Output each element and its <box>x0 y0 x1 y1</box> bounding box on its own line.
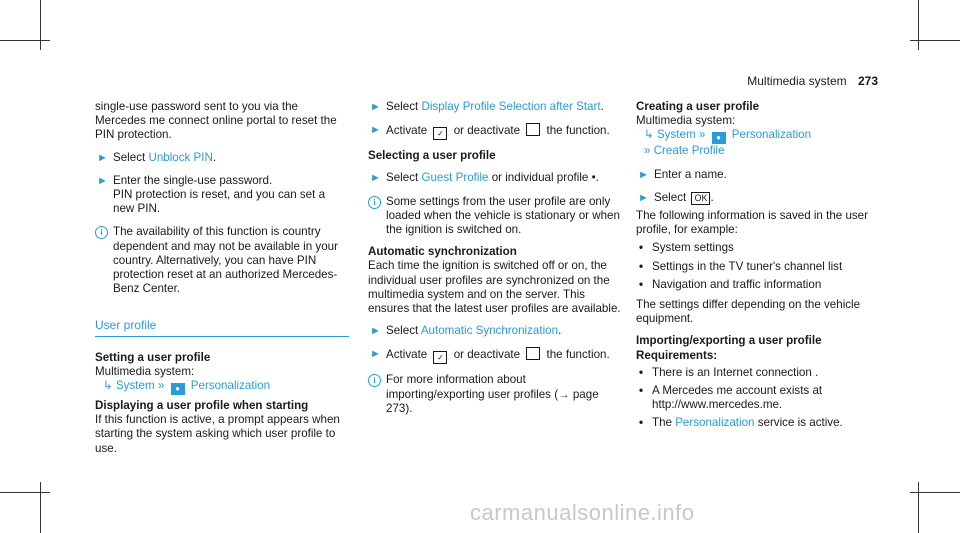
info-icon: i <box>95 226 108 239</box>
step-arrow-icon: ► <box>638 191 649 204</box>
auto-sync-heading: Automatic synchronization <box>368 245 517 259</box>
display-profile-selection-link[interactable]: Display Profile Selection after Start <box>421 100 601 113</box>
unchecked-box-icon <box>526 347 540 360</box>
double-chevron-icon: » <box>644 144 651 158</box>
personalization-menu-link[interactable]: Personalization <box>731 128 812 142</box>
return-arrow-icon: ↳ <box>644 128 654 142</box>
create-heading: Creating a user profile <box>636 100 760 113</box>
menu-path <box>636 144 886 158</box>
step-detail: PIN protection is reset, and you can set a new PIN. <box>113 188 326 216</box>
step-item: ► Select Automatic Synchronization. <box>370 324 562 338</box>
step-item: ► Select Display Profile Selection after Start. <box>370 100 604 113</box>
page-number: 273 <box>857 74 878 88</box>
list-item: • A Mercedes me account exists at http://www.mercedes.me. <box>639 384 823 412</box>
system-label: Multimedia system: <box>95 364 195 378</box>
unblock-pin-link[interactable]: Unblock PIN <box>148 150 213 164</box>
personalization-menu-link[interactable]: Personalization <box>190 379 271 393</box>
automatic-sync-link[interactable]: Automatic Synchronization <box>420 324 559 338</box>
column-middle <box>368 100 622 424</box>
auto-sync-text: Each time the ignition is switched off or on, the individual user profiles are synchronized on the multimedia system and on the server. This ensures that the latest user profiles are available. <box>368 259 621 316</box>
setting-heading: Setting a user profile <box>95 350 211 364</box>
checked-box-icon: ✓ <box>433 351 447 364</box>
column-left <box>95 100 349 456</box>
people-icon: ● <box>712 132 726 144</box>
unchecked-box-icon <box>526 123 540 136</box>
requirements-heading: Requirements: <box>636 348 718 362</box>
ok-button[interactable]: OK <box>691 192 710 205</box>
import-heading: Importing/exporting a user profile <box>636 334 822 348</box>
step-text: Enter the single-use password. <box>113 173 273 187</box>
display-text: If this function is active, a prompt appears when starting the system asking which user profile to use. <box>95 413 340 455</box>
step-item: ► Activate ✓ or deactivate the function. <box>370 124 610 139</box>
list-item: • Navigation and traffic information <box>639 277 822 291</box>
info-note: i The availability of this function is country dependent and may not be available in your country. Alternatively, you can have PIN protection reset at an authorized Mercedes-Benz Center. <box>95 225 349 296</box>
crop-mark <box>918 482 919 533</box>
personalization-service-link[interactable]: Personalization <box>675 416 755 430</box>
menu-path <box>95 379 349 395</box>
page-header <box>747 74 878 88</box>
crop-mark <box>0 492 50 493</box>
step-arrow-icon: ► <box>370 124 381 137</box>
list-item: • The Personalization service is active. <box>639 416 843 430</box>
column-right <box>636 100 886 435</box>
return-arrow-icon: ↳ <box>103 379 113 393</box>
info-note: i Some settings from the user profile are only loaded when the vehicle is stationary or when the ignition is switched on. <box>368 195 622 238</box>
list-item: • System settings <box>639 241 734 255</box>
section-name: Multimedia system <box>747 74 847 88</box>
display-heading: Displaying a user profile when starting <box>95 399 309 413</box>
saved-text: The following information is saved in the user profile, for example: <box>636 209 868 237</box>
crop-mark <box>40 0 41 50</box>
intro-text: single-use password sent to you via the Mercedes me connect online portal to reset the PIN protection. <box>95 100 337 142</box>
crop-mark <box>918 0 919 50</box>
step-item: ► Activate ✓ or deactivate the function. <box>370 348 610 363</box>
crop-mark <box>0 40 50 41</box>
info-note: i For more information about importing/exporting user profiles (→ page 273). <box>368 373 622 416</box>
section-title: User profile <box>95 318 349 336</box>
system-label: Multimedia system: <box>636 114 736 128</box>
step-arrow-icon: ► <box>370 348 381 361</box>
selecting-heading: Selecting a user profile <box>368 149 496 163</box>
menu-path <box>636 128 886 144</box>
create-profile-link[interactable]: Create Profile <box>653 144 725 158</box>
differ-text: The settings differ depending on the vehicle equipment. <box>636 298 861 326</box>
list-item: • There is an Internet connection . <box>639 365 819 379</box>
crop-mark <box>40 482 41 533</box>
step-arrow-icon: ► <box>370 325 381 338</box>
system-menu-link[interactable]: System <box>115 379 155 393</box>
watermark-text: carmanualsonline.info <box>470 500 695 525</box>
step-arrow-icon: ► <box>370 101 381 113</box>
system-menu-link[interactable]: System <box>656 128 696 142</box>
double-chevron-icon: » <box>157 379 165 393</box>
step-item <box>95 174 349 217</box>
step-item: ► Select Guest Profile or individual profile •. <box>370 171 599 185</box>
step-item: ► Enter a name. <box>638 167 727 181</box>
checked-box-icon: ✓ <box>433 127 447 140</box>
step-arrow-icon: ► <box>97 174 108 187</box>
step-arrow-icon: ► <box>97 151 108 164</box>
step-arrow-icon: ► <box>370 172 381 185</box>
step-item: ► Select OK . <box>638 190 714 204</box>
list-item: • Settings in the TV tuner's channel list <box>639 259 843 273</box>
people-icon: ● <box>171 383 185 395</box>
info-icon: i <box>368 196 381 209</box>
double-chevron-icon: » <box>698 128 706 142</box>
info-icon: i <box>368 374 381 387</box>
guest-profile-link[interactable]: Guest Profile <box>421 171 489 185</box>
step-item: ► Select Unblock PIN. <box>97 150 217 164</box>
step-arrow-icon: ► <box>638 168 649 181</box>
